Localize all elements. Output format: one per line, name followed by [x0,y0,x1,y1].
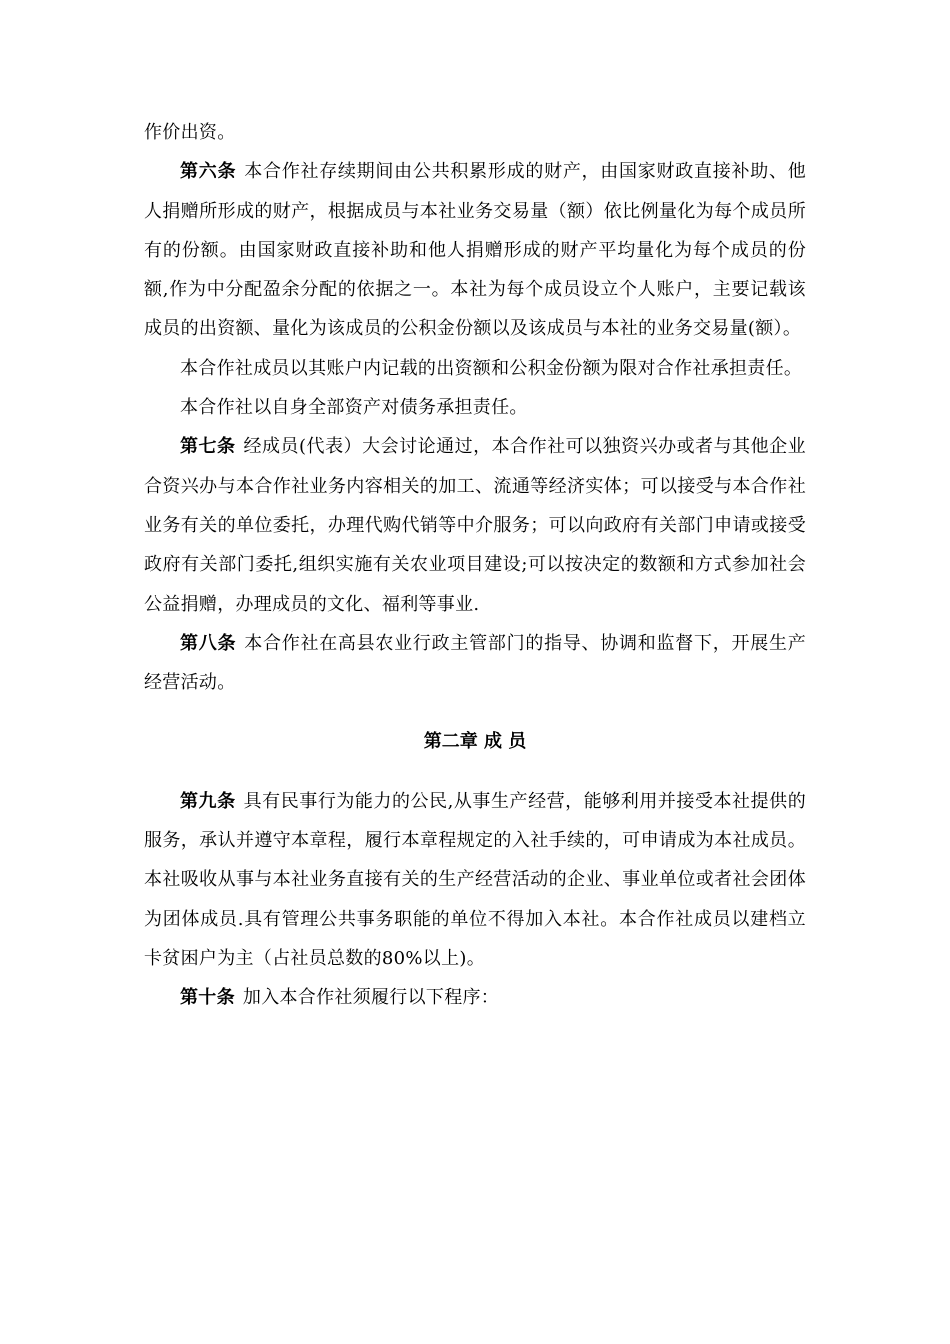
paragraph-continuation [144,113,806,152]
article-number: 第十条 [180,987,235,1009]
paragraph-text: 加入本合作社须履行以下程序： [242,987,500,1009]
paragraph-text: 本合作社成员以其账户内记载的出资额和公积金份额为限对合作社承担责任。 [180,357,803,379]
paragraph-text: 具有民事行为能力的公民,从事生产经营，能够利用并接受本社提供的服务，承认并遵守本章程，履行本章程规定的入社手续的，可申请成为本社成员。本社吸收从事与本社业务直接有关的生产经营活动的企业、事业单位或者社会团体为团体成员.具有管理公共事务职能的单位不得加入本社。本合作社成员以建档立卡贫困户为主（占社员总数的80%以上)。 [144,790,806,969]
article-number: 第七条 [180,436,236,458]
article-6 [144,152,806,348]
article-number: 第八条 [180,632,237,654]
article-6-para-2 [144,349,806,388]
paragraph-text: 作价出资。 [144,122,236,143]
paragraph-text: 本合作社存续期间由公共积累形成的财产，由国家财政直接补助、他人捐赠所形成的财产，根据成员与本社业务交易量（额）依比例量化为每个成员所有的份额。由国家财政直接补助和他人捐赠形成的财产平均量化为每个成员的份额,作为中分配盈余分配的依据之一。本社为每个成员设立个人账户，主要记载该成员的出资额、量化为该成员的公积金份额以及该成员与本社的业务交易量(额）。 [144,161,807,340]
document-page [144,113,806,1018]
article-6-para-3 [144,388,806,427]
chapter-title: 第二章 成 员 [423,731,527,753]
article-number: 第六条 [180,161,237,183]
paragraph-text: 本合作社在高县农业行政主管部门的指导、协调和监督下，开展生产经营活动。 [144,632,807,694]
paragraph-text: 经成员(代表）大会讨论通过，本合作社可以独资兴办或者与其他企业合资兴办与本合作社业务内容相关的加工、流通等经济实体；可以接受与本合作社业务有关的单位委托，办理代购代销等中介服务；可以向政府有关部门申请或接受政府有关部门委托,组织实施有关农业项目建设;可以按决定的数额和方式参加社会公益捐赠，办理成员的文化、福利等事业. [144,436,806,615]
paragraph-text: 本合作社以自身全部资产对债务承担责任。 [180,397,528,419]
article-7 [144,427,806,623]
article-9 [144,782,806,978]
article-8 [144,624,806,703]
article-number: 第九条 [180,790,236,812]
article-10 [144,978,806,1017]
